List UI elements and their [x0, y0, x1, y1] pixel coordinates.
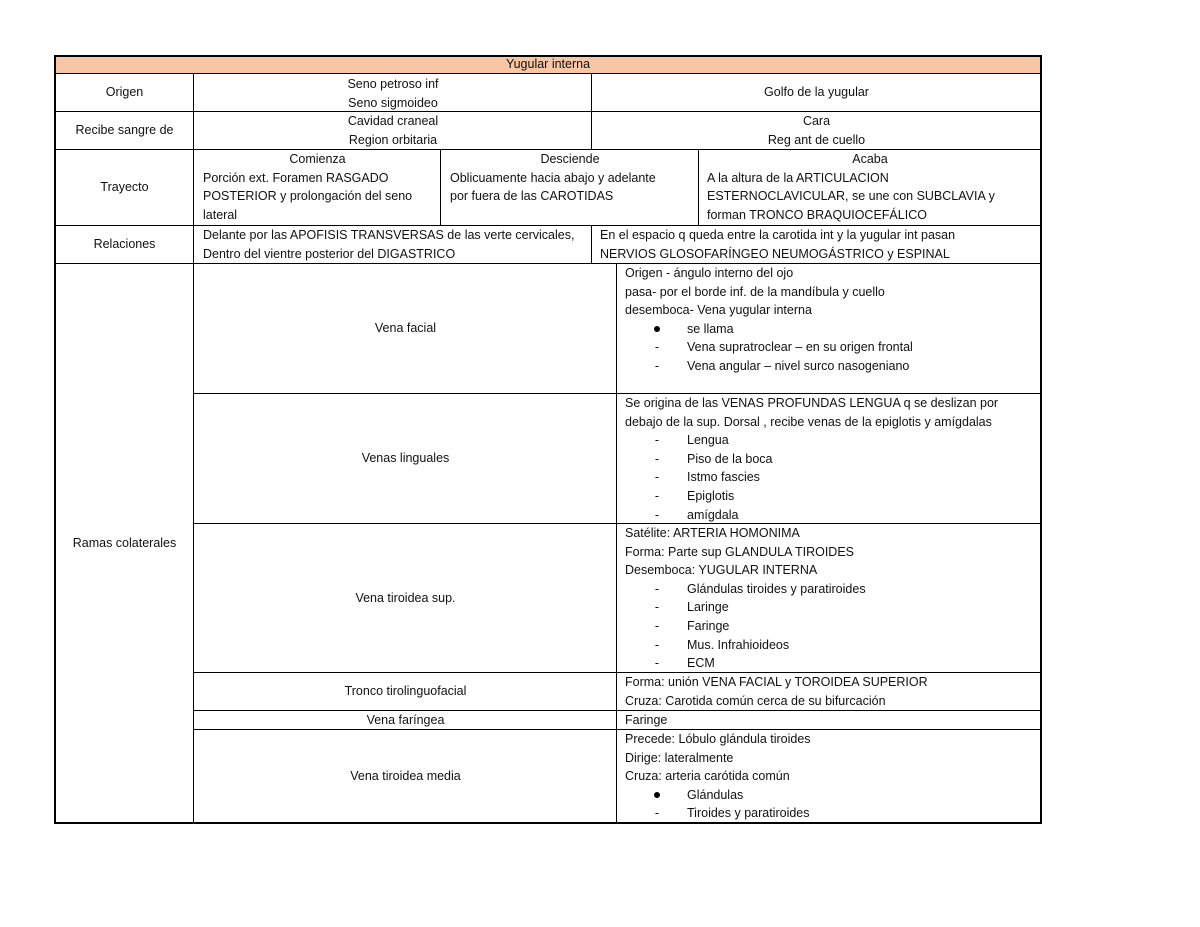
tiroidea-sup-desc: Satélite: ARTERIA HOMONIMA Forma: Parte sup GLANDULA TIROIDES Desemboca: YUGULAR INTERNA - Glándulas tiroides y paratiroides - Laringe - Faringe - Mus. Infrahioideos - ECM	[617, 524, 1041, 672]
border-linguales-bottom	[194, 523, 1042, 524]
recibe-right: Cara Reg ant de cuello	[767, 114, 866, 147]
faringea-name: Vena faríngea	[366, 712, 445, 727]
linguales-name: Venas linguales	[361, 451, 450, 466]
list-item: - Piso de la boca	[654, 451, 773, 466]
comienza-heading: Comienza	[289, 152, 346, 166]
tiroidea-sup-name: Vena tiroidea sup.	[355, 590, 456, 605]
ramas-label: Ramas colaterales	[72, 536, 177, 551]
relaciones-right: En el espacio q queda entre la carotida int y la yugular int pasan NERVIOS GLOSOFARÍNGEO NEUMOGÁSTRICO y ESPINAL	[600, 228, 956, 261]
bullet-icon	[654, 326, 660, 332]
border-left	[54, 55, 56, 824]
facial-name: Vena facial	[374, 321, 437, 336]
tiroidea-media-name: Vena tiroidea media	[350, 769, 461, 784]
border-mid-origen	[591, 73, 592, 150]
desciende-heading: Desciende	[540, 152, 600, 166]
list-item: - ECM	[654, 656, 715, 671]
table-title: Yugular interna	[55, 56, 1041, 73]
border-tiroidea-sup-bottom	[194, 672, 1042, 673]
trayecto-label: Trayecto	[100, 180, 149, 195]
origen-label: Origen	[105, 85, 144, 100]
relaciones-left: Delante por las APOFISIS TRANSVERSAS de las verte cervicales, Dentro del vientre posterior del DIGASTRICO	[203, 228, 575, 261]
border-origen-bottom	[54, 111, 1042, 112]
border-tronco-bottom	[194, 710, 1042, 711]
list-item: - Laringe	[654, 600, 729, 615]
border-right	[1040, 55, 1042, 824]
list-item: - Vena angular – nivel surco nasogeniano	[654, 358, 910, 373]
border-mid-relaciones	[591, 225, 592, 264]
border-trayecto-1	[440, 149, 441, 226]
recibe-label: Recibe sangre de	[75, 123, 174, 138]
relaciones-label: Relaciones	[93, 237, 156, 252]
list-item: - Tiroides y paratiroides	[654, 806, 810, 821]
tiroidea-media-desc: Precede: Lóbulo glándula tiroides Dirige: lateralmente Cruza: arteria carótida común Glándulas - Tiroides y paratiroides	[617, 730, 1041, 823]
border-ramas-mid	[616, 263, 617, 824]
list-item: - Faringe	[654, 618, 730, 633]
trayecto-acaba: Acaba A la altura de la ARTICULACION ESTERNOCLAVICULAR, se une con SUBCLAVIA y forman TRONCO BRAQUIOCEFÁLICO	[699, 150, 1041, 225]
origen-left: Seno petroso inf Seno sigmoideo	[347, 77, 439, 110]
border-trayecto-bottom	[54, 225, 1042, 226]
border-recibe-bottom	[54, 149, 1042, 150]
list-item: Glándulas	[625, 786, 1037, 805]
acaba-heading: Acaba	[852, 152, 888, 166]
list-item: - amígdala	[654, 507, 739, 522]
border-trayecto-2	[698, 149, 699, 226]
border-faringea-bottom	[194, 729, 1042, 730]
tronco-name: Tronco tirolinguofacial	[344, 684, 467, 699]
border-bottom	[54, 822, 1042, 824]
bullet-icon	[654, 792, 660, 798]
origen-right: Golfo de la yugular	[764, 85, 869, 100]
recibe-left: Cavidad craneal Region orbitaria	[347, 114, 439, 147]
trayecto-comienza: Comienza Porción ext. Foramen RASGADO POSTERIOR y prolongación del seno lateral	[194, 150, 441, 225]
tronco-desc: Forma: unión VENA FACIAL y TOROIDEA SUPERIOR Cruza: Carotida común cerca de su bifurcación	[625, 675, 928, 708]
list-item: - Lengua	[654, 433, 729, 448]
list-item: - Vena supratroclear – en su origen frontal	[654, 340, 913, 355]
list-item: - Epiglotis	[654, 488, 735, 503]
border-top	[54, 55, 1042, 57]
list-item: - Glándulas tiroides y paratiroides	[654, 581, 866, 596]
list-item: - Mus. Infrahioideos	[654, 637, 790, 652]
facial-desc: Origen - ángulo interno del ojo pasa- por el borde inf. de la mandíbula y cuello desemboca- Vena yugular interna se llama - Vena supratroclear – en su origen frontal - Vena angular – nivel surco nasogeniano	[617, 264, 1041, 393]
trayecto-desciende: Desciende Oblicuamente hacia abajo y adelante por fuera de las CAROTIDAS	[441, 150, 699, 225]
list-item: - Istmo fascies	[654, 470, 760, 485]
border-title-bottom	[54, 73, 1042, 74]
border-relaciones-bottom	[54, 263, 1042, 264]
border-label-col	[193, 73, 194, 824]
faringea-desc: Faringe	[625, 713, 668, 727]
border-facial-bottom	[194, 393, 1042, 394]
linguales-desc: Se origina de las VENAS PROFUNDAS LENGUA q se deslizan por debajo de la sup. Dorsal , recibe venas de la epiglotis y amígdalas - Lengua - Piso de la boca - Istmo fascies - Epiglotis - amígdala	[617, 394, 1041, 523]
list-item: se llama	[625, 320, 1037, 339]
